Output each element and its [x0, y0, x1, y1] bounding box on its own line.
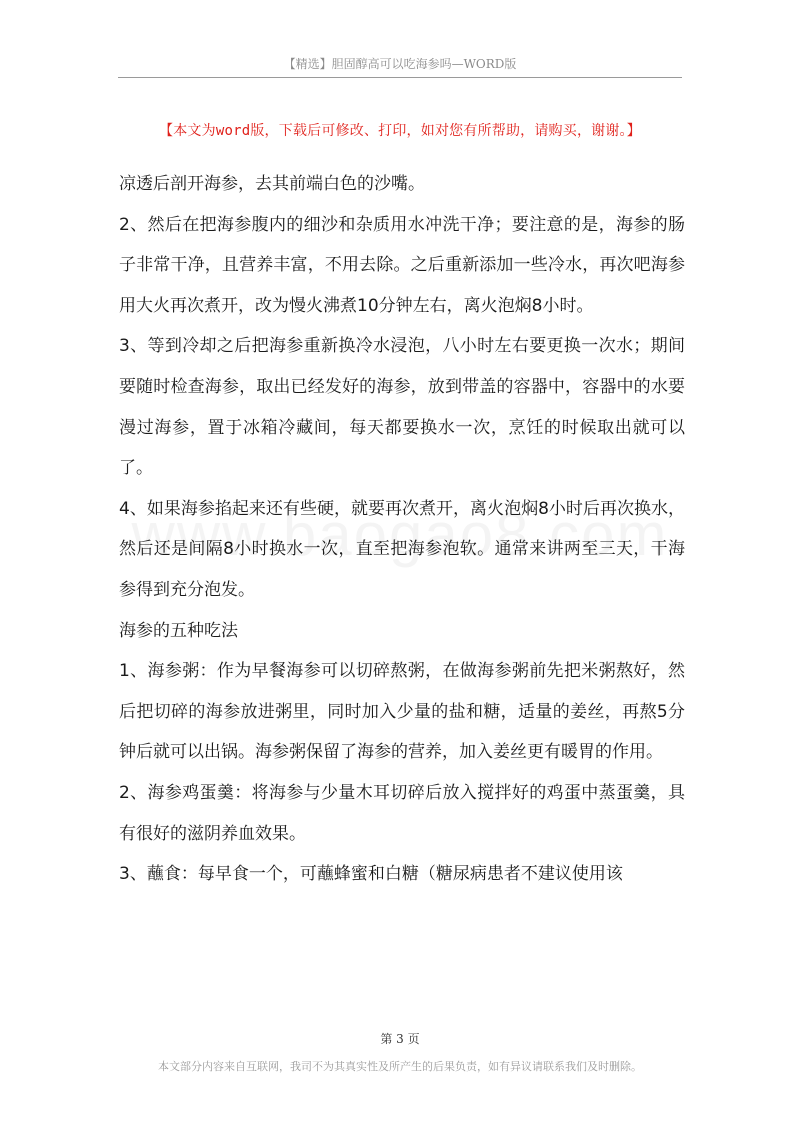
document-body: [119, 164, 685, 895]
paragraph: 凉透后剖开海参，去其前端白色的沙嘴。: [119, 174, 425, 194]
section-heading: 海参的五种吃法: [119, 620, 238, 641]
paragraph: 2、海参鸡蛋羹：将海参与少量木耳切碎后放入搅拌好的鸡蛋中蒸蛋羹，具有很好的滋阴养血效果。: [119, 782, 685, 844]
footer-disclaimer: 本文部分内容来自互联网，我司不为其真实性及所产生的后果负责，如有异议请联系我们及时删除。: [158, 1060, 642, 1073]
paragraph: 4、如果海参掐起来还有些硬，就要再次煮开，离火泡焖8小时后再次换水，然后还是间隔8小时换水一次，直至把海参泡软。通常来讲两至三天，干海参得到充分泡发。: [119, 498, 685, 600]
paragraph: 2、然后在把海参腹内的细沙和杂质用水冲洗干净；要注意的是，海参的肠子非常干净，且营养丰富，不用去除。之后重新添加一些冷水，再次吧海参用大火再次煮开，改为慢火沸煮10分钟左右，离火泡焖8小时。: [119, 214, 685, 316]
word-version-notice: 【本文为word版，下载后可修改、打印，如对您有所帮助，请购买，谢谢。】: [159, 123, 641, 139]
page-number: 第 3 页: [380, 1032, 420, 1046]
paragraph: 3、蘸食：每早食一个，可蘸蜂蜜和白糖（糖尿病患者不建议使用该: [119, 864, 623, 885]
page-header: 【精选】胆固醇高可以吃海参吗—WORD版: [283, 57, 517, 71]
paragraph: 1、海参粥：作为早餐海参可以切碎熬粥，在做海参粥前先把米粥熬好，然后把切碎的海参放进粥里，同时加入少量的盐和糖，适量的姜丝，再熬5分钟后就可以出锅。海参粥保留了海参的营养，加入姜丝更有暖胃的作用。: [119, 661, 685, 763]
header-divider: [118, 77, 682, 78]
paragraph: 3、等到冷却之后把海参重新换冷水浸泡，八小时左右要更换一次水；期间要随时检查海参，取出已经发好的海参，放到带盖的容器中，容器中的水要漫过海参，置于冰箱冷藏间，每天都要换水一次，烹饪的时候取出就可以了。: [119, 336, 685, 479]
